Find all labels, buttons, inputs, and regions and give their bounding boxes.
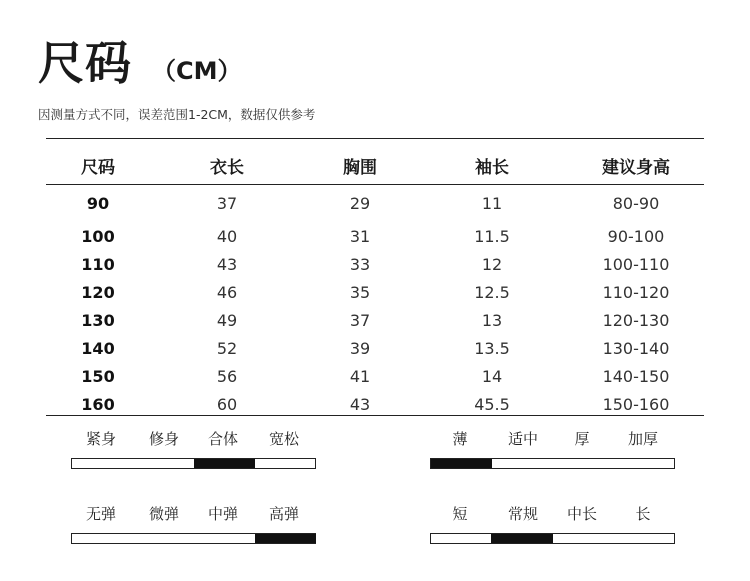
header-size: 尺码 <box>81 157 115 178</box>
table-cell: 110 <box>81 254 115 274</box>
header-sleeve: 袖长 <box>475 157 509 178</box>
table-cell: 43 <box>349 394 371 414</box>
table-top-rule <box>46 138 704 139</box>
scale-bar <box>71 533 316 544</box>
scale-label: 修身 <box>148 430 180 448</box>
table-row <box>46 184 704 222</box>
scale-bar <box>430 458 675 469</box>
table-cell: 49 <box>216 310 238 330</box>
table-cell: 14 <box>481 366 503 386</box>
scale-label: 中长 <box>566 505 598 523</box>
table-cell: 11 <box>481 193 503 213</box>
table-row <box>46 390 704 418</box>
scale-label: 厚 <box>574 430 590 448</box>
table-cell: 140 <box>81 338 115 358</box>
size-table <box>46 146 704 418</box>
scale-label: 短 <box>452 505 468 523</box>
title-unit: （CM） <box>152 57 242 85</box>
scale-selected-segment <box>255 534 316 543</box>
page-title <box>38 36 242 90</box>
table-cell: 33 <box>349 254 371 274</box>
scale-label: 合体 <box>207 430 239 448</box>
table-cell: 46 <box>216 282 238 302</box>
thickness-scale <box>430 428 675 450</box>
scale-label: 微弹 <box>148 505 180 523</box>
table-cell: 40 <box>216 226 238 246</box>
table-cell: 160 <box>81 394 115 414</box>
table-header-row <box>46 146 704 184</box>
table-cell: 52 <box>216 338 238 358</box>
table-cell: 110-120 <box>602 282 670 302</box>
table-row <box>46 334 704 362</box>
scale-labels <box>71 428 316 450</box>
table-cell: 13.5 <box>474 338 510 358</box>
table-cell: 130 <box>81 310 115 330</box>
header-length: 衣长 <box>210 157 244 178</box>
table-cell: 37 <box>349 310 371 330</box>
table-cell: 100 <box>81 226 115 246</box>
elasticity-scale <box>71 503 316 525</box>
scale-label: 高弹 <box>268 505 300 523</box>
table-body <box>46 184 704 418</box>
length-scale <box>430 503 675 525</box>
table-cell: 45.5 <box>474 394 510 414</box>
scale-labels <box>71 503 316 525</box>
table-cell: 13 <box>481 310 503 330</box>
table-cell: 12 <box>481 254 503 274</box>
scale-label: 加厚 <box>627 430 659 448</box>
table-cell: 31 <box>349 226 371 246</box>
scale-label: 中弹 <box>207 505 239 523</box>
scale-label: 常规 <box>507 505 539 523</box>
table-cell: 41 <box>349 366 371 386</box>
scale-label: 薄 <box>452 430 468 448</box>
scale-labels <box>430 428 675 450</box>
scale-label: 紧身 <box>85 430 117 448</box>
table-cell: 29 <box>349 193 371 213</box>
table-cell: 100-110 <box>602 254 670 274</box>
scale-label: 宽松 <box>268 430 300 448</box>
table-cell: 12.5 <box>474 282 510 302</box>
table-cell: 11.5 <box>474 226 510 246</box>
table-cell: 120 <box>81 282 115 302</box>
table-row <box>46 306 704 334</box>
header-chest: 胸围 <box>343 157 377 178</box>
title-main: 尺码 <box>38 36 132 90</box>
table-cell: 90-100 <box>607 226 665 246</box>
table-cell: 39 <box>349 338 371 358</box>
table-cell: 60 <box>216 394 238 414</box>
scale-label: 适中 <box>507 430 539 448</box>
scale-labels <box>430 503 675 525</box>
table-cell: 43 <box>216 254 238 274</box>
table-row <box>46 222 704 250</box>
table-cell: 37 <box>216 193 238 213</box>
table-cell: 130-140 <box>602 338 670 358</box>
table-row <box>46 362 704 390</box>
scale-bar <box>71 458 316 469</box>
fit-scale <box>71 428 316 450</box>
scale-bar <box>430 533 675 544</box>
subtitle-note: 因测量方式不同，误差范围1-2CM，数据仅供参考 <box>38 107 316 122</box>
table-cell: 35 <box>349 282 371 302</box>
table-cell: 150-160 <box>602 394 670 414</box>
table-cell: 90 <box>86 193 110 213</box>
header-height: 建议身高 <box>602 157 670 178</box>
table-cell: 120-130 <box>602 310 670 330</box>
scale-label: 无弹 <box>85 505 117 523</box>
table-cell: 140-150 <box>602 366 670 386</box>
table-cell: 150 <box>81 366 115 386</box>
scale-selected-segment <box>194 459 255 468</box>
table-row <box>46 278 704 306</box>
table-cell: 80-90 <box>612 193 660 213</box>
scale-label: 长 <box>635 505 651 523</box>
table-cell: 56 <box>216 366 238 386</box>
scale-selected-segment <box>491 534 552 543</box>
table-row <box>46 250 704 278</box>
scale-selected-segment <box>431 459 492 468</box>
